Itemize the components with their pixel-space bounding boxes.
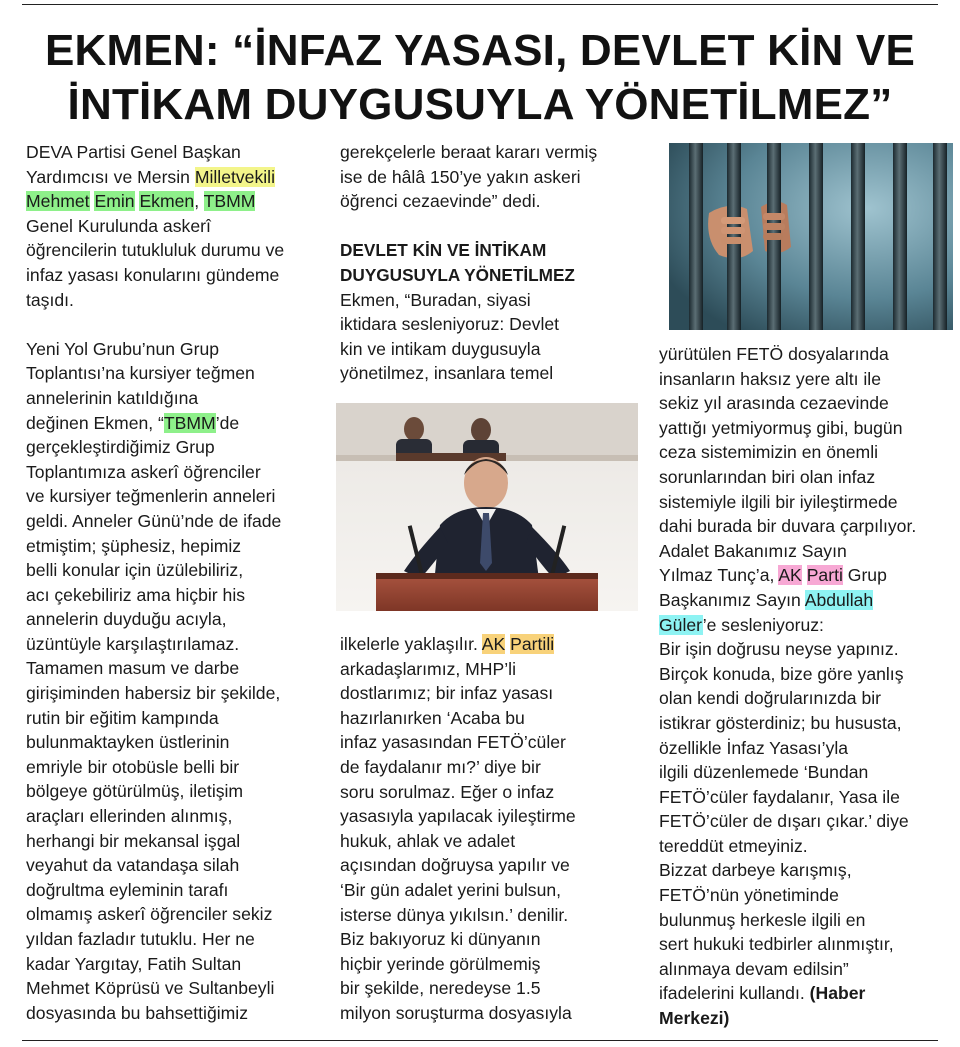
text-line: ceza sistemimizin en önemli: [659, 442, 879, 463]
text-line: üzüntüyle karşılaştırılamaz.: [26, 633, 240, 654]
text-line: bulunmaktayken üstlerinin: [26, 732, 230, 753]
column-3: [659, 342, 954, 1031]
text-line: tereddüt etmeyiniz.: [659, 835, 808, 856]
speaker-at-podium-icon: [336, 403, 638, 611]
text-line: annelerin duyduğu acıyla,: [26, 609, 227, 630]
text-line: Bizzat darbeye karışmış,: [659, 860, 852, 881]
text-line: FETÖ’cüler faydalanır, Yasa ile: [659, 786, 900, 807]
source-credit: Merkezi): [659, 1008, 730, 1029]
text-line: olmamış askerî öğrenciler sekiz: [26, 904, 273, 925]
text-line: acı çekebiliriz ama hiçbir his: [26, 584, 246, 605]
highlight-green: TBMM: [203, 191, 256, 212]
text-line: girişiminden habersiz bir şekilde,: [26, 683, 281, 704]
text-line: Mehmet Köprüsü ve Sultanbeyli: [26, 978, 275, 999]
text-line: hiçbir yerinde görülmemiş: [340, 953, 541, 974]
text-line: emriyle bir otobüsle belli bir: [26, 756, 240, 777]
text-line: dostlarımız; bir infaz yasası: [340, 683, 554, 704]
text-line: infaz yasasından FETÖ’cüler: [340, 732, 566, 753]
text-line: Biz bakıyoruz ki dünyanın: [340, 929, 541, 950]
text-line: Adalet Bakanımız Sayın: [659, 540, 847, 561]
text-line: arkadaşlarımız, MHP’li: [340, 658, 516, 679]
text-line: araçları ellerinden alınmış,: [26, 806, 233, 827]
text-line: öğrenci cezaevinde” dedi.: [340, 191, 541, 212]
text-line: özellikle İnfaz Yasası’yla: [659, 737, 849, 758]
highlight-green: Mehmet: [26, 191, 90, 212]
text-line: DEVA Partisi Genel Başkan: [26, 142, 241, 162]
paragraph-gap: [340, 214, 640, 239]
text-line: FETÖ’nün yönetiminde: [659, 885, 839, 906]
text-line: Yardımcısı ve Mersin Milletvekili: [26, 166, 275, 187]
speaker-photo: [336, 403, 638, 611]
text-line: annelerinin katıldığına: [26, 387, 199, 408]
text-line: taşıdı.: [26, 289, 74, 310]
text-line: sekiz yıl arasında cezaevinde: [659, 393, 889, 414]
text-line: ilgili düzenlemede ‘Bundan: [659, 762, 869, 783]
text-line: doğrultma eyleminin tarafı: [26, 879, 229, 900]
text-line: ve kursiyer teğmenlerin anneleri: [26, 486, 276, 507]
text-line: iktidara sesleniyoruz: Devlet: [340, 314, 560, 335]
section-subheading: DEVLET KİN VE İNTİKAM: [340, 240, 547, 261]
highlight-cyan: Güler: [659, 614, 703, 635]
text-line: Yeni Yol Grubu’nun Grup: [26, 338, 220, 359]
highlight-green: Emin: [94, 191, 135, 212]
prison-photo: [669, 143, 953, 330]
text-line: Ekmen, “Buradan, siyasi: [340, 289, 531, 310]
highlight-pink: Parti: [806, 565, 843, 586]
text-line: sorunlarından biri olan infaz: [659, 466, 876, 487]
source-credit: (Haber: [809, 983, 866, 1004]
text-line: kadar Yargıtay, Fatih Sultan: [26, 953, 242, 974]
text-line: Bir işin doğrusu neyse yapınız.: [659, 639, 899, 660]
text-line: geldi. Anneler Günü’nde de ifade: [26, 510, 282, 531]
text-line: Toplantımıza askerî öğrenciler: [26, 461, 261, 482]
text-line: yattığı yetmiyormuş gibi, bugün: [659, 417, 903, 438]
text-line: dosyasında bu bahsettiğimiz: [26, 1002, 249, 1023]
text-line: yürütülen FETÖ dosyalarında: [659, 344, 889, 364]
top-rule: [22, 4, 938, 5]
text-line: ilkelerle yaklaşılır. AK Partili: [340, 634, 555, 654]
text-line: ‘Bir gün adalet yerini bulsun,: [340, 879, 562, 900]
highlight-orange: Partili: [510, 634, 555, 654]
text-line: yasasıyla yapılacak iyileştirme: [340, 806, 576, 827]
text-line: ifadelerini kullandı. (Haber: [659, 983, 866, 1004]
text-line: Mehmet Emin Ekmen, TBMM: [26, 191, 256, 212]
highlight-green: TBMM: [163, 412, 216, 433]
text-line: soru sorulmaz. Eğer o infaz: [340, 781, 555, 802]
highlight-yellow: Milletvekili: [194, 166, 275, 187]
column-2-bottom: [340, 632, 640, 1026]
text-line: sert hukuki tedbirler alınmıştır,: [659, 934, 894, 955]
paragraph-gap: [26, 312, 326, 337]
text-line: bir şekilde, neredeyse 1.5: [340, 978, 541, 999]
highlight-cyan: Abdullah: [804, 589, 874, 610]
text-line: değinen Ekmen, “TBMM’de: [26, 412, 240, 433]
text-line: infaz yasası konularını gündeme: [26, 264, 280, 285]
text-line: FETÖ’cüler de dışarı çıkar.’ diye: [659, 811, 909, 832]
prison-bars-hands-icon: [669, 143, 953, 330]
text-line: Genel Kurulunda askerî: [26, 215, 211, 236]
text-line: Güler’e sesleniyoruz:: [659, 614, 824, 635]
text-line: Yılmaz Tunç’a, AK Parti Grup: [659, 565, 887, 586]
highlight-green: Ekmen: [139, 191, 195, 212]
text-line: isterse dünya yıkılsın.’ denilir.: [340, 904, 569, 925]
text-line: veyahut da vatandaşa silah: [26, 855, 240, 876]
text-line: dahi burada bir duvara çarpılıyor.: [659, 516, 917, 537]
text-line: gerekçelerle beraat kararı vermiş: [340, 142, 598, 162]
headline: EKMEN: “İNFAZ YASASI, DEVLET KİN VE İNTİKAM DUYGUSUYLA YÖNETİLMEZ”: [44, 26, 916, 129]
text-line: açısından doğruysa yapılır ve: [340, 855, 570, 876]
text-line: olan kendi doğrularınızda bir: [659, 688, 882, 709]
text-line: herhangi bir mekansal işgal: [26, 830, 241, 851]
text-line: Tamamen masum ve darbe: [26, 658, 240, 679]
bottom-rule: [22, 1040, 938, 1041]
text-line: ise de hâlâ 150’ye yakın askeri: [340, 166, 581, 187]
text-line: de faydalanır mı?’ diye bir: [340, 756, 541, 777]
text-line: gerçekleştirdiğimiz Grup: [26, 437, 215, 458]
section-subheading: DUYGUSUYLA YÖNETİLMEZ: [340, 264, 575, 285]
text-line: bulunmuş herkesle ilgili en: [659, 909, 866, 930]
text-line: öğrencilerin tutukluluk durumu ve: [26, 240, 285, 261]
text-line: istikrar gösterdiniz; bu hususta,: [659, 712, 902, 733]
text-line: Toplantısı’na kursiyer teğmen: [26, 363, 255, 384]
text-line: kin ve intikam duygusuyla: [340, 338, 541, 359]
text-line: bölgeye götürülmüş, iletişim: [26, 781, 244, 802]
highlight-pink: AK: [778, 565, 802, 586]
text-line: Başkanımız Sayın Abdullah: [659, 589, 874, 610]
column-2-top: [340, 140, 640, 386]
text-line: rutin bir eğitim kampında: [26, 707, 219, 728]
text-line: insanların haksız yere altı ile: [659, 368, 881, 389]
text-line: yönetilmez, insanlara temel: [340, 363, 554, 384]
text-line: hazırlanırken ‘Acaba bu: [340, 707, 525, 728]
text-line: sistemiyle ilgili bir iyileştirmede: [659, 491, 898, 512]
text-line: milyon soruşturma dosyasıyla: [340, 1002, 572, 1023]
text-line: hukuk, ahlak ve adalet: [340, 830, 516, 851]
text-line: etmiştim; şüphesiz, hepimiz: [26, 535, 242, 556]
highlight-orange: AK: [481, 634, 506, 654]
text-line: Birçok konuda, bize göre yanlış: [659, 663, 904, 684]
text-line: alınmaya devam edilsin”: [659, 958, 849, 979]
text-line: belli konular için üzülebiliriz,: [26, 560, 244, 581]
column-1: [26, 140, 326, 1025]
text-line: yıldan fazladır tutuklu. Her ne: [26, 929, 255, 949]
